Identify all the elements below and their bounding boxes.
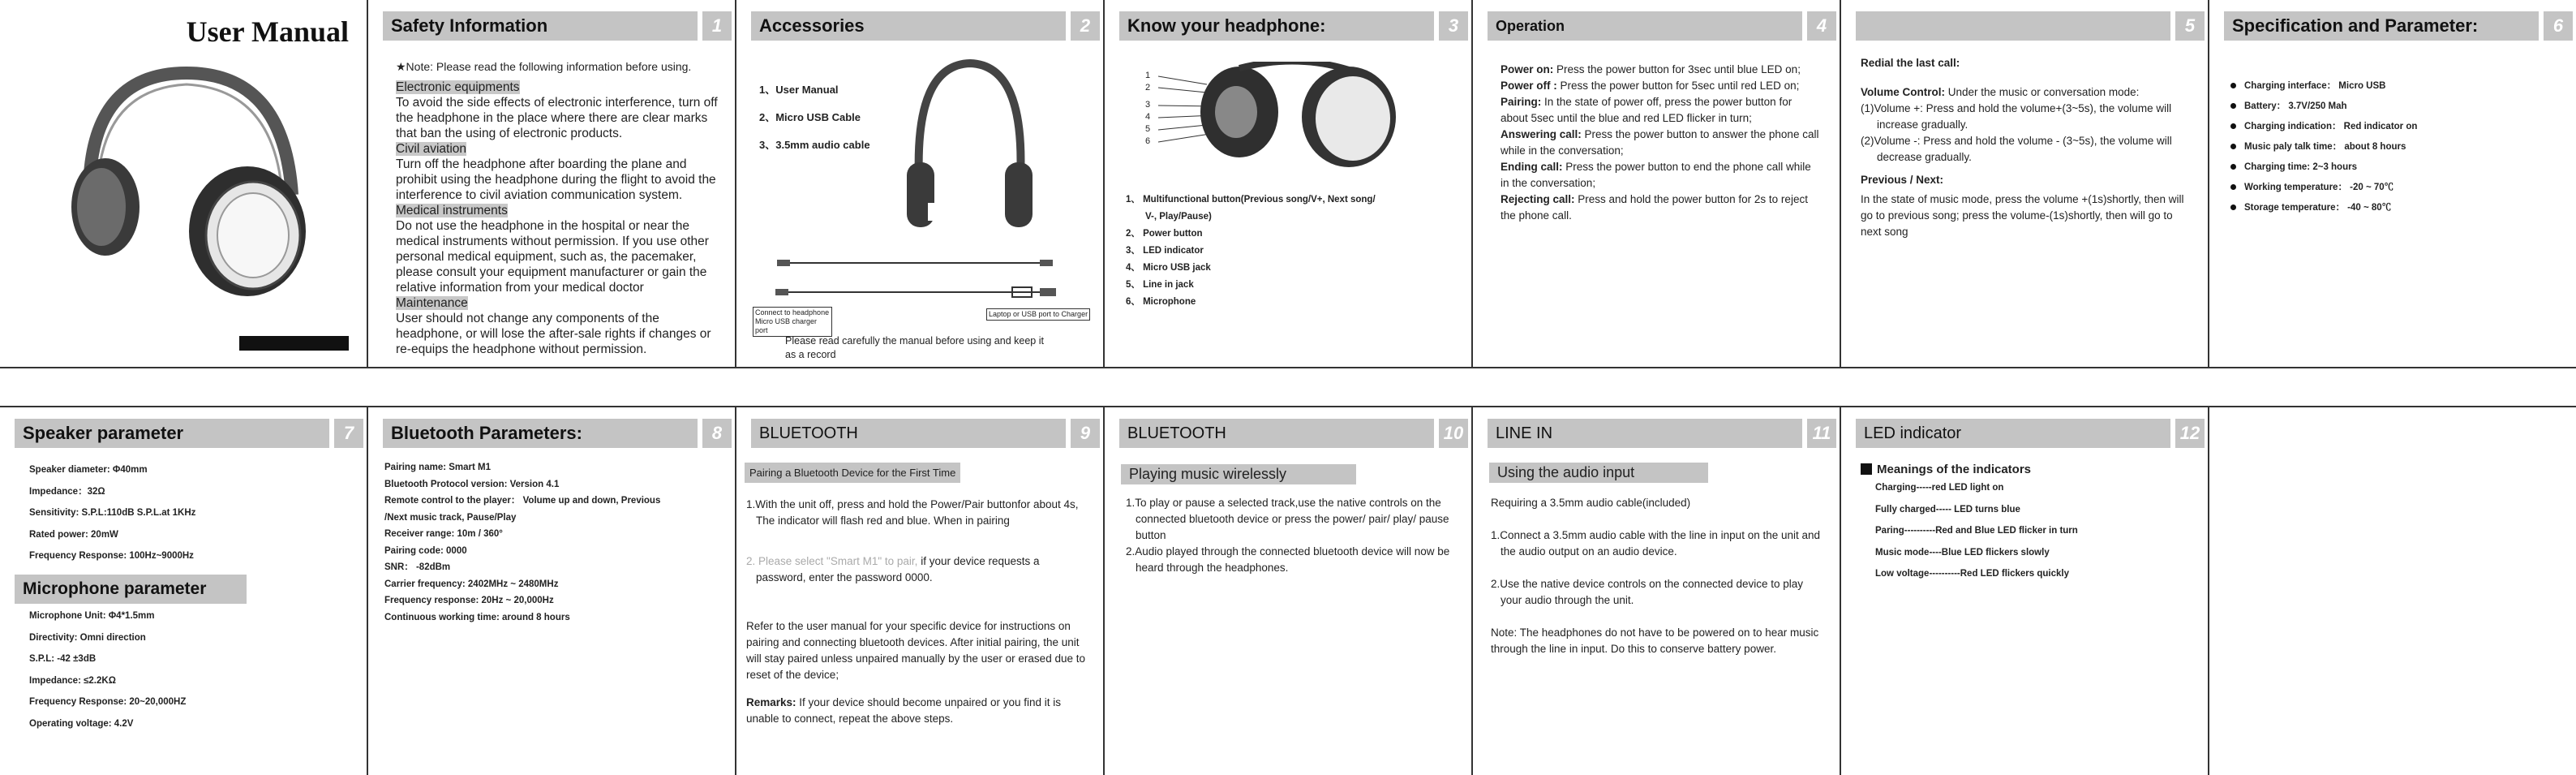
panel-led — [1841, 407, 2208, 775]
volume-down: (2)Volume -: Press and hold the volume - (3~5s), the volume will decrease gradually. — [1861, 135, 2172, 163]
panel-bluetooth-music — [1105, 407, 1471, 775]
op-text: Press the power button for 3sec until blue LED on; — [1553, 63, 1801, 75]
remarks-label: Remarks: — [746, 696, 796, 708]
spec-item: Music paly talk time： about 8 hours — [2244, 142, 2406, 152]
panel-title: Specification and Parameter: — [2224, 11, 2539, 41]
cable-label: Connect to headphone Micro USB charger port — [753, 307, 832, 337]
cable-label: Laptop or USB port to Charger — [986, 308, 1090, 321]
callout: 2 — [1145, 83, 1151, 93]
panel-title: LED indicator — [1856, 419, 2170, 448]
panel-title — [1856, 11, 2170, 41]
cables-icon — [769, 253, 1077, 310]
part-item: 3、 LED indicator — [1126, 246, 1204, 256]
op-label: Ending call: — [1501, 161, 1563, 173]
section-heading: Civil aviation — [396, 142, 467, 156]
panel-title: BLUETOOTH — [751, 419, 1066, 448]
step: 2.Use the native device controls on the connected device to play your audio through the unit. — [1491, 578, 1803, 606]
led-item: Music mode----Blue LED flickers slowly — [1875, 547, 2050, 558]
step: 1.To play or pause a selected track,use the native controls on the connected bluetooth device or press the power/ pair/ play/ pause button — [1126, 497, 1449, 541]
panel-operation — [1473, 0, 1840, 367]
op-label: Power on: — [1501, 63, 1554, 75]
callout: 1 — [1145, 71, 1151, 80]
section-heading: Medical instruments — [396, 204, 508, 217]
headphone-illustration — [57, 57, 308, 300]
op-label: Rejecting call: — [1501, 193, 1575, 205]
page-number: 5 — [2175, 11, 2205, 41]
subtitle: Pairing a Bluetooth Device for the First Time — [745, 463, 960, 483]
section-heading: Maintenance — [396, 296, 468, 310]
spec-item: Battery： 3.7V/250 Mah — [2244, 101, 2347, 111]
panel-title: Accessories — [751, 11, 1066, 41]
panel-calls-volume — [1841, 0, 2208, 367]
panel-title: BLUETOOTH — [1119, 419, 1434, 448]
section-body: User should not change any components of the headphone, or will lose the after-sale rights if changes or re-equips the headphone without permission. — [396, 312, 711, 356]
speaker-item: Impedance：32Ω — [29, 486, 105, 497]
part-item: V-, Play/Pause) — [1145, 212, 1212, 222]
section-body: To avoid the side effects of electronic interference, turn off the headphone in the place where there are clear marks that ban the using of electronic products. — [396, 96, 718, 140]
redial-heading: Redial the last call: — [1861, 57, 1960, 69]
safety-sections — [396, 80, 720, 357]
prevnext-text: In the state of music mode, press the volume +(1s)shortly, then will go to previous song; press the volume-(1s)shortly, then will go to next song — [1861, 193, 2184, 238]
accessory-item: 3、3.5mm audio cable — [759, 139, 870, 151]
panel-bluetooth-params — [368, 407, 735, 775]
part-item: 1、 Multifunctional button(Previous song/V+, Next song/ — [1126, 195, 1376, 205]
mic-item: S.P.L: -42 ±3dB — [29, 654, 97, 664]
spec-item: Working temperature： -20 ~ 70℃ — [2244, 183, 2394, 192]
bt-param: Carrier frequency: 2402MHz ~ 2480MHz — [384, 579, 559, 589]
step: Refer to the user manual for your specific device for instructions on pairing and connecting bluetooth devices. After initial pairing, the unit will stay paired unless unpaired manually by the user or erased due to reset of the device; — [746, 620, 1085, 681]
panel-title: LINE IN — [1488, 419, 1802, 448]
panel-accessories — [736, 0, 1103, 367]
panel-bluetooth-pairing — [736, 407, 1103, 775]
callout: 3 — [1145, 100, 1151, 110]
bt-param: /Next music track, Pause/Play — [384, 512, 517, 523]
headphone-side-icon — [1158, 62, 1402, 175]
step: if your device requests a password, enter the password 0000. — [756, 555, 1040, 583]
callout-numbers — [1145, 70, 1150, 148]
step: 1.With the unit off, press and hold the Power/Pair buttonfor about 4s, The indicator will flash red and blue. When in pairing — [746, 498, 1079, 527]
manual-title: User Manual — [186, 15, 349, 48]
panel-speaker — [0, 407, 367, 775]
speaker-item: Sensitivity: S.P.L:110dB S.P.L.at 1KHz — [29, 508, 196, 518]
bt-param: Bluetooth Protocol version: Version 4.1 — [384, 479, 560, 489]
page-number: 8 — [702, 419, 732, 448]
divider — [2208, 406, 2209, 775]
panel-title: Operation — [1488, 11, 1802, 41]
bt-param: Receiver range: 10m / 360° — [384, 529, 503, 539]
op-text: Press the power button for 5sec until red LED on; — [1556, 80, 1800, 92]
fold-line-top — [0, 367, 2576, 368]
speaker-item: Frequency Response: 100Hz~9000Hz — [29, 551, 194, 561]
subtitle: Using the audio input — [1489, 463, 1708, 483]
op-label: Power off : — [1501, 80, 1557, 92]
op-text: Press and hold the power button for 2s to reject the phone call. — [1501, 193, 1808, 222]
section-heading: Electronic equipments — [396, 80, 520, 94]
bt-param-list — [384, 459, 660, 626]
accessory-list — [759, 76, 870, 159]
note: ★Note: Please read the following information before using. — [396, 60, 692, 73]
part-item: 6、 Microphone — [1126, 297, 1196, 307]
spec-item: Charging interface： Micro USB — [2244, 81, 2386, 91]
mic-list — [29, 605, 186, 734]
page-number: 3 — [1439, 11, 1468, 41]
footer-note: Please read carefully the manual before using and keep it as a record — [785, 335, 1044, 360]
accessory-item: 2、Micro USB Cable — [759, 111, 861, 123]
headphone-front-icon — [899, 57, 1041, 235]
step: 1.Connect a 3.5mm audio cable with the line in input on the unit and the audio output on an audio device. — [1491, 529, 1821, 558]
mic-item: Impedance: ≤2.2KΩ — [29, 675, 116, 686]
bt-param: Pairing name: Smart M1 — [384, 463, 492, 472]
line-in-text — [1491, 495, 1823, 657]
requirement: Requiring a 3.5mm audio cable(included) — [1491, 497, 1691, 509]
mic-item: Operating voltage: 4.2V — [29, 718, 134, 729]
op-text: Press the power button to answer the phone call while in the conversation; — [1501, 128, 1819, 157]
led-heading: Meanings of the indicators — [1877, 463, 2032, 476]
led-item: Fully charged----- LED turns blue — [1875, 504, 2020, 515]
part-item: 2、 Power button — [1126, 229, 1203, 239]
operation-list — [1501, 62, 1821, 224]
cover-panel — [0, 0, 367, 367]
part-list — [1126, 192, 1376, 311]
mic-item: Microphone Unit: Φ4*1.5mm — [29, 611, 155, 621]
op-text: In the state of power off, press the power button for about 5sec until the blue and red LED flicker in turn; — [1501, 96, 1792, 124]
op-text: Press the power button to end the phone call while in the conversation; — [1501, 161, 1811, 189]
prevnext-heading: Previous / Next: — [1861, 174, 1944, 186]
page-number: 9 — [1071, 419, 1100, 448]
bt-param: Continuous working time: around 8 hours — [384, 612, 570, 622]
section-body: Do not use the headphone in the hospital or near the medical instruments without permission. If you use other personal medical equipment, such as, the pacemaker, please consult your equipment manufacturer or gain the relative information from your medical doctor — [396, 219, 709, 295]
panel-title: Safety Information — [383, 11, 698, 41]
spec-item: Charging indication： Red indicator on — [2244, 122, 2418, 131]
panel-title: Bluetooth Parameters: — [383, 419, 698, 448]
mic-item: Frequency Response: 20~20,000HZ — [29, 697, 187, 707]
op-label: Pairing: — [1501, 96, 1542, 108]
spec-item: Storage temperature： -40 ~ 80℃ — [2244, 203, 2392, 213]
led-list — [1875, 477, 2078, 585]
pairing-text — [746, 497, 1087, 727]
volume-heading: Volume Control: — [1861, 86, 1945, 98]
subtitle: Playing music wirelessly — [1121, 464, 1356, 484]
bt-param: Pairing code: 0000 — [384, 545, 467, 556]
step-faded: 2. Please select "Smart M1" to pair, — [746, 555, 918, 567]
led-heading-row — [1861, 461, 2031, 478]
calls-volume-text — [1861, 55, 2193, 240]
note: Note: The headphones do not have to be powered on to hear music through the line in input. Do this to conserve battery power. — [1491, 626, 1819, 655]
bt-param: Frequency response: 20Hz ~ 20,000Hz — [384, 596, 554, 605]
page-number: 10 — [1439, 419, 1468, 448]
mic-item: Directivity: Omni direction — [29, 632, 146, 643]
panel-safety — [368, 0, 735, 367]
bt-param: Remote control to the player： Volume up and down, Previous — [384, 496, 661, 506]
part-item: 5、 Line in jack — [1126, 280, 1194, 290]
speaker-item: Rated power: 20mW — [29, 529, 118, 540]
part-item: 4、 Micro USB jack — [1126, 263, 1211, 273]
panel-know-headphone — [1105, 0, 1471, 367]
section-body: Turn off the headphone after boarding the plane and prohibit using the headphone during the flight to avoid the interference to civil aviation communication system. — [396, 157, 716, 202]
step: 2.Audio played through the connected bluetooth device will now be heard through the headphones. — [1126, 545, 1450, 574]
led-item: Low voltage----------Red LED flickers quickly — [1875, 569, 2069, 579]
speaker-list — [29, 459, 195, 567]
page-number: 4 — [1807, 11, 1836, 41]
volume-intro: Under the music or conversation mode: — [1945, 86, 2140, 98]
speaker-item: Speaker diameter: Φ40mm — [29, 465, 148, 475]
remarks: If your device should become unpaired or you find it is unable to connect, repeat the above steps. — [746, 696, 1061, 725]
panel-title: Know your headphone: — [1119, 11, 1434, 41]
spec-list — [2230, 76, 2417, 218]
page-number: 6 — [2544, 11, 2573, 41]
panel-line-in — [1473, 407, 1840, 775]
mic-title: Microphone parameter — [15, 575, 247, 604]
panel-title: Speaker parameter — [15, 419, 329, 448]
music-text — [1126, 495, 1454, 576]
page-number: 11 — [1807, 419, 1836, 448]
panel-specification — [2209, 0, 2576, 367]
callout: 5 — [1145, 124, 1151, 134]
spec-item: Charging time: 2~3 hours — [2244, 162, 2357, 172]
callout: 6 — [1145, 136, 1151, 146]
page-number: 7 — [334, 419, 363, 448]
page-number: 1 — [702, 11, 732, 41]
bt-param: SNR： -82dBm — [384, 562, 451, 572]
callout: 4 — [1145, 112, 1151, 122]
led-item: Paring----------Red and Blue LED flicker in turn — [1875, 526, 2078, 536]
cover-bar — [239, 336, 349, 351]
page-number: 12 — [2175, 419, 2205, 448]
page-number: 2 — [1071, 11, 1100, 41]
accessory-item: 1、User Manual — [759, 84, 839, 96]
square-bullet-icon — [1861, 463, 1872, 475]
led-item: Charging-----red LED light on — [1875, 483, 2004, 493]
volume-up: (1)Volume +: Press and hold the volume+(3~5s), the volume will increase gradually. — [1861, 102, 2172, 131]
op-label: Answering call: — [1501, 128, 1582, 140]
